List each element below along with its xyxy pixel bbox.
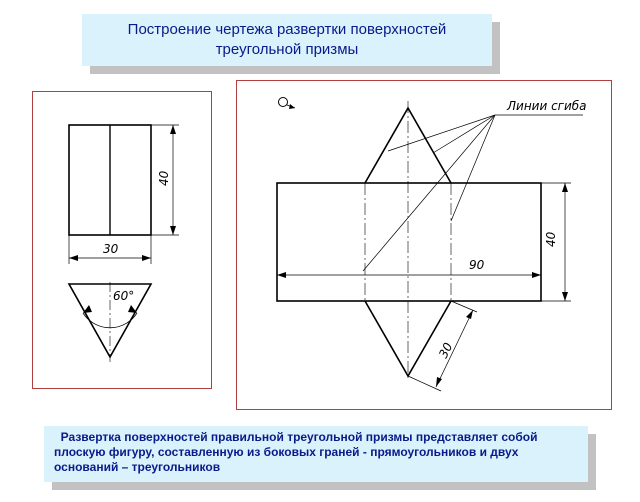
width-dimension-label: 30 bbox=[103, 242, 119, 256]
height-dimension-label: 40 bbox=[157, 170, 171, 186]
development-panel bbox=[236, 80, 612, 410]
development-drawing bbox=[237, 81, 611, 409]
title-line-2: треугольной призмы bbox=[215, 41, 359, 58]
title-box bbox=[82, 14, 492, 66]
orthographic-views-panel bbox=[32, 91, 212, 389]
lateral-faces-rect bbox=[277, 183, 541, 301]
view-symbol bbox=[279, 98, 288, 107]
orthographic-drawing bbox=[33, 92, 211, 388]
title-line-1: Построение чертежа развертки поверхностей bbox=[127, 21, 447, 38]
angle-label: 60° bbox=[113, 289, 135, 303]
caption-box bbox=[44, 426, 588, 482]
caption-line-2: плоскую фигуру, составленную из боковых граней - прямоугольников и двух bbox=[54, 445, 519, 459]
caption-line-1: Развертка поверхностей правильной треугольной призмы представляет собой bbox=[54, 430, 538, 444]
caption-line-3: оснований – треугольников bbox=[54, 460, 221, 474]
side-height-dimension-label: 40 bbox=[544, 231, 558, 247]
length-dimension-label: 90 bbox=[469, 258, 485, 272]
fold-lines-callout: Линии сгиба bbox=[507, 99, 587, 113]
triangle-side-dimension-label: 30 bbox=[436, 340, 456, 361]
